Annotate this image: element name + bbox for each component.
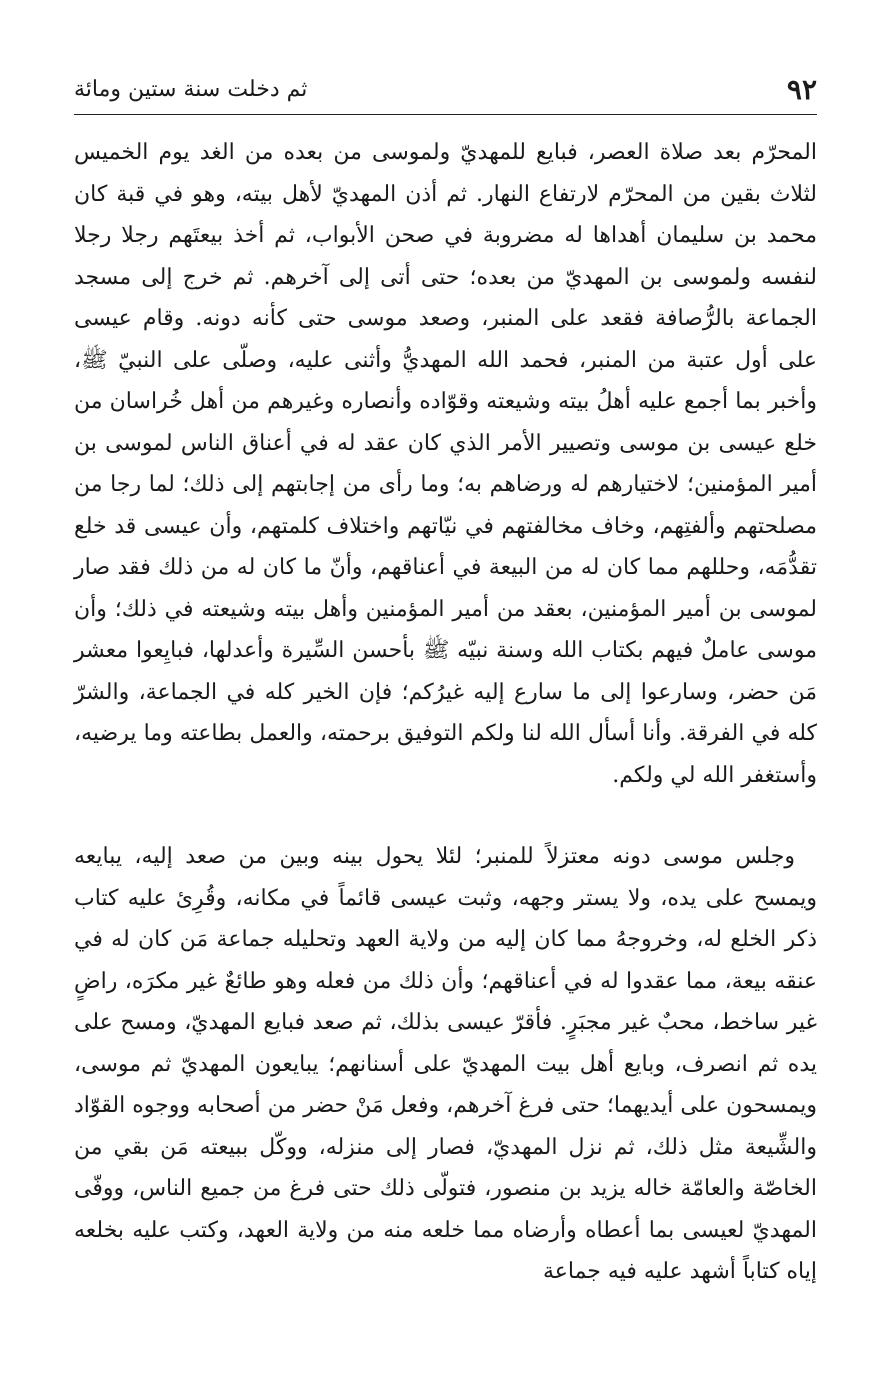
page-header (74, 72, 817, 108)
running-title: ثم دخلت سنة ستين ومائة (74, 77, 308, 102)
header-divider (74, 114, 817, 115)
page-number: ٩٢ (786, 73, 817, 106)
page-body (74, 132, 817, 1293)
body-paragraph-1: المحرّم بعد صلاة العصر، فبايع للمهديّ ولموسى من بعده من الغد يوم الخميس لثلاث بقين من المحرّم لارتفاع النهار. ثم أذن المهديّ لأهل بيته، وهو في قبة كان محمد بن سليمان أهداها له مضروبة في صحن الأبواب، ثم أخذ بيعتَهم رجلا رجلا لنفسه ولموسى بن المهديّ من بعده؛ حتى أتى إلى آخرهم. ثم خرج إلى مسجد الجماعة بالرُّصافة فقعد على المنبر، وصعد موسى حتى كأنه دونه. وقام عيسى على أول عتبة من المنبر، فحمد الله المهديُّ وأثنى عليه، وصلّى على النبيّ ﷺ، وأخبر بما أجمع عليه أهلُ بيته وشيعته وقوّاده وأنصاره وغيرهم من أهل خُراسان من خلع عيسى بن موسى وتصيير الأمر الذي كان عقد له في أعناق الناس لموسى بن أمير المؤمنين؛ لاختيارهم له ورضاهم به؛ وما رأى من إجابتهم إلى ذلك؛ لما رجا من مصلحتهم وألفتِهم، وخاف مخالفتهم في نيّاتهم واختلاف كلمتهم، وأن عيسى قد خلع تقدُّمَه، وحللهم مما كان له من البيعة في أعناقهم، وأنّ ما كان له من ذلك فقد صار لموسى بن أمير المؤمنين، بعقد من أمير المؤمنين وأهل بيته وشيعته في ذلك؛ وأن موسى عاملٌ فيهم بكتاب الله وسنة نبيّه ﷺ بأحسن السِّيرة وأعدلها، فبايِعوا معشر مَن حضر، وسارعوا إلى ما سارع إليه غيرُكم؛ فإن الخير كله في الجماعة، والشرّ كله في الفرقة. وأنا أسأل الله لنا ولكم التوفيق برحمته، والعمل بطاعته وما يرضيه، وأستغفر الله لي ولكم. (74, 140, 818, 788)
body-paragraph-2: وجلس موسى دونه معتزلاً للمنبر؛ لئلا يحول بينه وبين من صعد إليه، يبايعه ويمسح على يده، ولا يستر وجهه، وثبت عيسى قائماً في مكانه، وقُرِئ عليه كتاب ذكر الخلع له، وخروجهُ مما كان إليه من ولاية العهد وتحليله جماعة مَن كان له في عنقه بيعة، مما عقدوا له في أعناقهم؛ وأن ذلك من فعله وهو طائعٌ غير مكرَه، راضٍ غير ساخط، محبٌ غير مجبَرٍ. فأقرّ عيسى بذلك، ثم صعد فبايع المهديّ، ومسح على يده ثم انصرف، وبايع أهل بيت المهديّ على أسنانهم؛ يبايعون المهديّ ثم موسى، ويمسحون على أيديهما؛ حتى فرغ آخرهم، وفعل مَنْ حضر من أصحابه ووجوه القوّاد والشِّيعة مثل ذلك، ثم نزل المهديّ، فصار إلى منزله، ووكّل ببيعته مَن بقي من الخاصّة والعامّة خاله يزيد بن منصور، فتولّى ذلك حتى فرغ من جميع الناس، ووفّى المهديّ لعيسى بما أعطاه وأرضاه مما خلعه منه من ولاية العهد، وكتب عليه بخلعه إياه كتاباً أشهد عليه فيه جماعة (74, 844, 817, 1284)
